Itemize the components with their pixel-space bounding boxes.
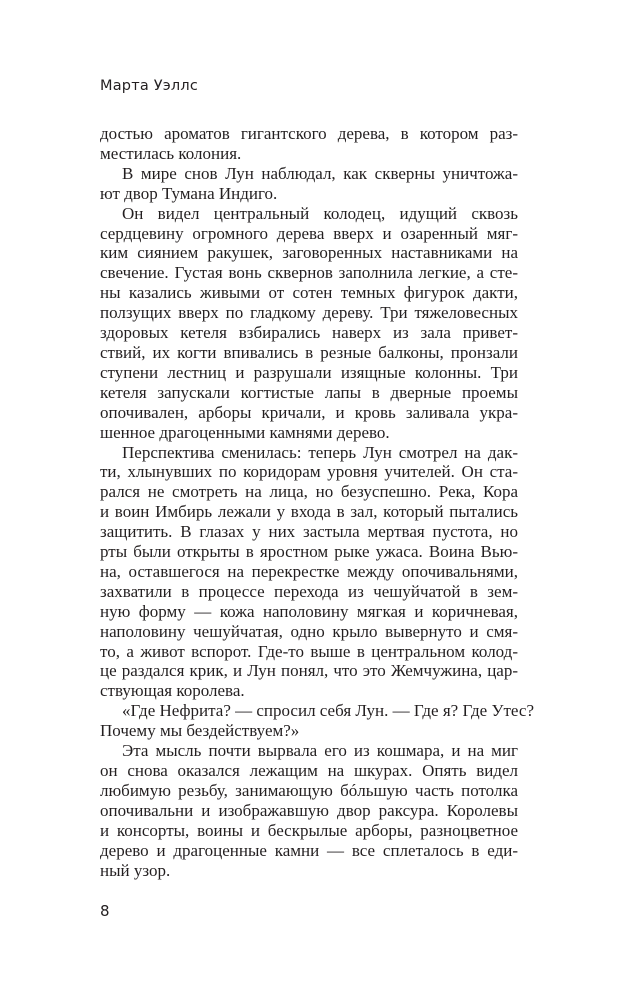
text-line: ползущих вверх по гладкому дереву. Три тяжеловесных bbox=[100, 303, 518, 323]
text-line: ный узор. bbox=[100, 860, 171, 880]
page-number: 8 bbox=[100, 902, 110, 920]
text-line: здоровых кетеля взбирались наверх из зала привет- bbox=[100, 323, 518, 343]
text-line: ны казались живыми от сотен темных фигурок дакти, bbox=[100, 283, 518, 303]
text-line: ким сиянием ракушек, заговоренных наставниками на bbox=[100, 243, 518, 263]
text-line: дерево и драгоценные камни — все сплеталось в еди- bbox=[100, 840, 518, 860]
text-line: свечение. Густая вонь сквернов заполнила легкие, а сте- bbox=[100, 263, 518, 283]
text-line: опочивальни и изображавшую двор раксура. Королевы bbox=[100, 800, 518, 820]
text-line: опочивален, арборы кричали, и кровь заливала укра- bbox=[100, 402, 518, 422]
text-line: ствующая королева. bbox=[100, 681, 245, 701]
body-text bbox=[100, 124, 534, 880]
text-line: рался не смотреть на лица, но безуспешно. Река, Кора bbox=[100, 482, 518, 502]
text-line: рты были открыты в яростном рыке ужаса. Воина Вью- bbox=[100, 542, 518, 562]
text-line: ют двор Тумана Индиго. bbox=[100, 183, 278, 203]
text-line: ступени лестниц и разрушали изящные колонны. Три bbox=[100, 362, 518, 382]
text-line: достью ароматов гигантского дерева, в котором раз- bbox=[100, 124, 518, 143]
text-line: местилась колония. bbox=[100, 143, 242, 163]
text-line: Он видел центральный колодец, идущий сквозь bbox=[122, 203, 518, 223]
text-line: то, а живот вспорот. Где-то выше в центральном колод- bbox=[100, 641, 518, 661]
text-line: на, оставшегося на перекрестке между опочивальнями, bbox=[100, 561, 518, 581]
text-line: це раздался крик, и Лун понял, что это Жемчужина, цар- bbox=[100, 661, 518, 681]
text-line: кетеля запускали когтистые лапы в дверные проемы bbox=[100, 382, 518, 402]
text-line: и консорты, воины и бескрылые арборы, разноцветное bbox=[100, 820, 518, 840]
text-line: В мире снов Лун наблюдал, как скверны уничтожа- bbox=[122, 163, 518, 183]
text-line: любимую резьбу, занимающую бóльшую часть потолка bbox=[100, 780, 518, 800]
text-line: защитить. В глазах у них застыла мертвая пустота, но bbox=[100, 522, 518, 542]
text-line: и воин Имбирь лежали у входа в зал, который пытались bbox=[100, 502, 518, 522]
text-line: Почему мы бездействуем?» bbox=[100, 721, 300, 741]
text-line: ную форму — кожа наполовину мягкая и коричневая, bbox=[100, 601, 518, 621]
text-line: он снова оказался лежащим на шкурах. Опять видел bbox=[100, 761, 518, 780]
text-line: «Где Нефрита? — спросил себя Лун. — Где я? Где Утес? bbox=[122, 701, 534, 721]
text-line: Эта мысль почти вырвала его из кошмара, и на миг bbox=[122, 741, 518, 761]
text-line: сердцевину огромного дерева вверх и озаренный мяг- bbox=[100, 223, 518, 243]
text-line: шенное драгоценными камнями дерево. bbox=[100, 422, 390, 442]
text-line: Перспектива сменилась: теперь Лун смотрел на дак- bbox=[122, 442, 518, 462]
text-line: наполовину чешуйчатая, одно крыло вывернуто и смя- bbox=[100, 621, 518, 641]
running-head-author: Марта Уэллс bbox=[100, 78, 199, 94]
text-line: ти, хлынувших по коридорам уровня учителей. Он ста- bbox=[100, 462, 518, 482]
text-line: ствий, их когти впивались в резные балконы, пронзали bbox=[100, 342, 518, 362]
text-line: захватили в процессе перехода из чешуйчатой в зем- bbox=[100, 581, 518, 601]
